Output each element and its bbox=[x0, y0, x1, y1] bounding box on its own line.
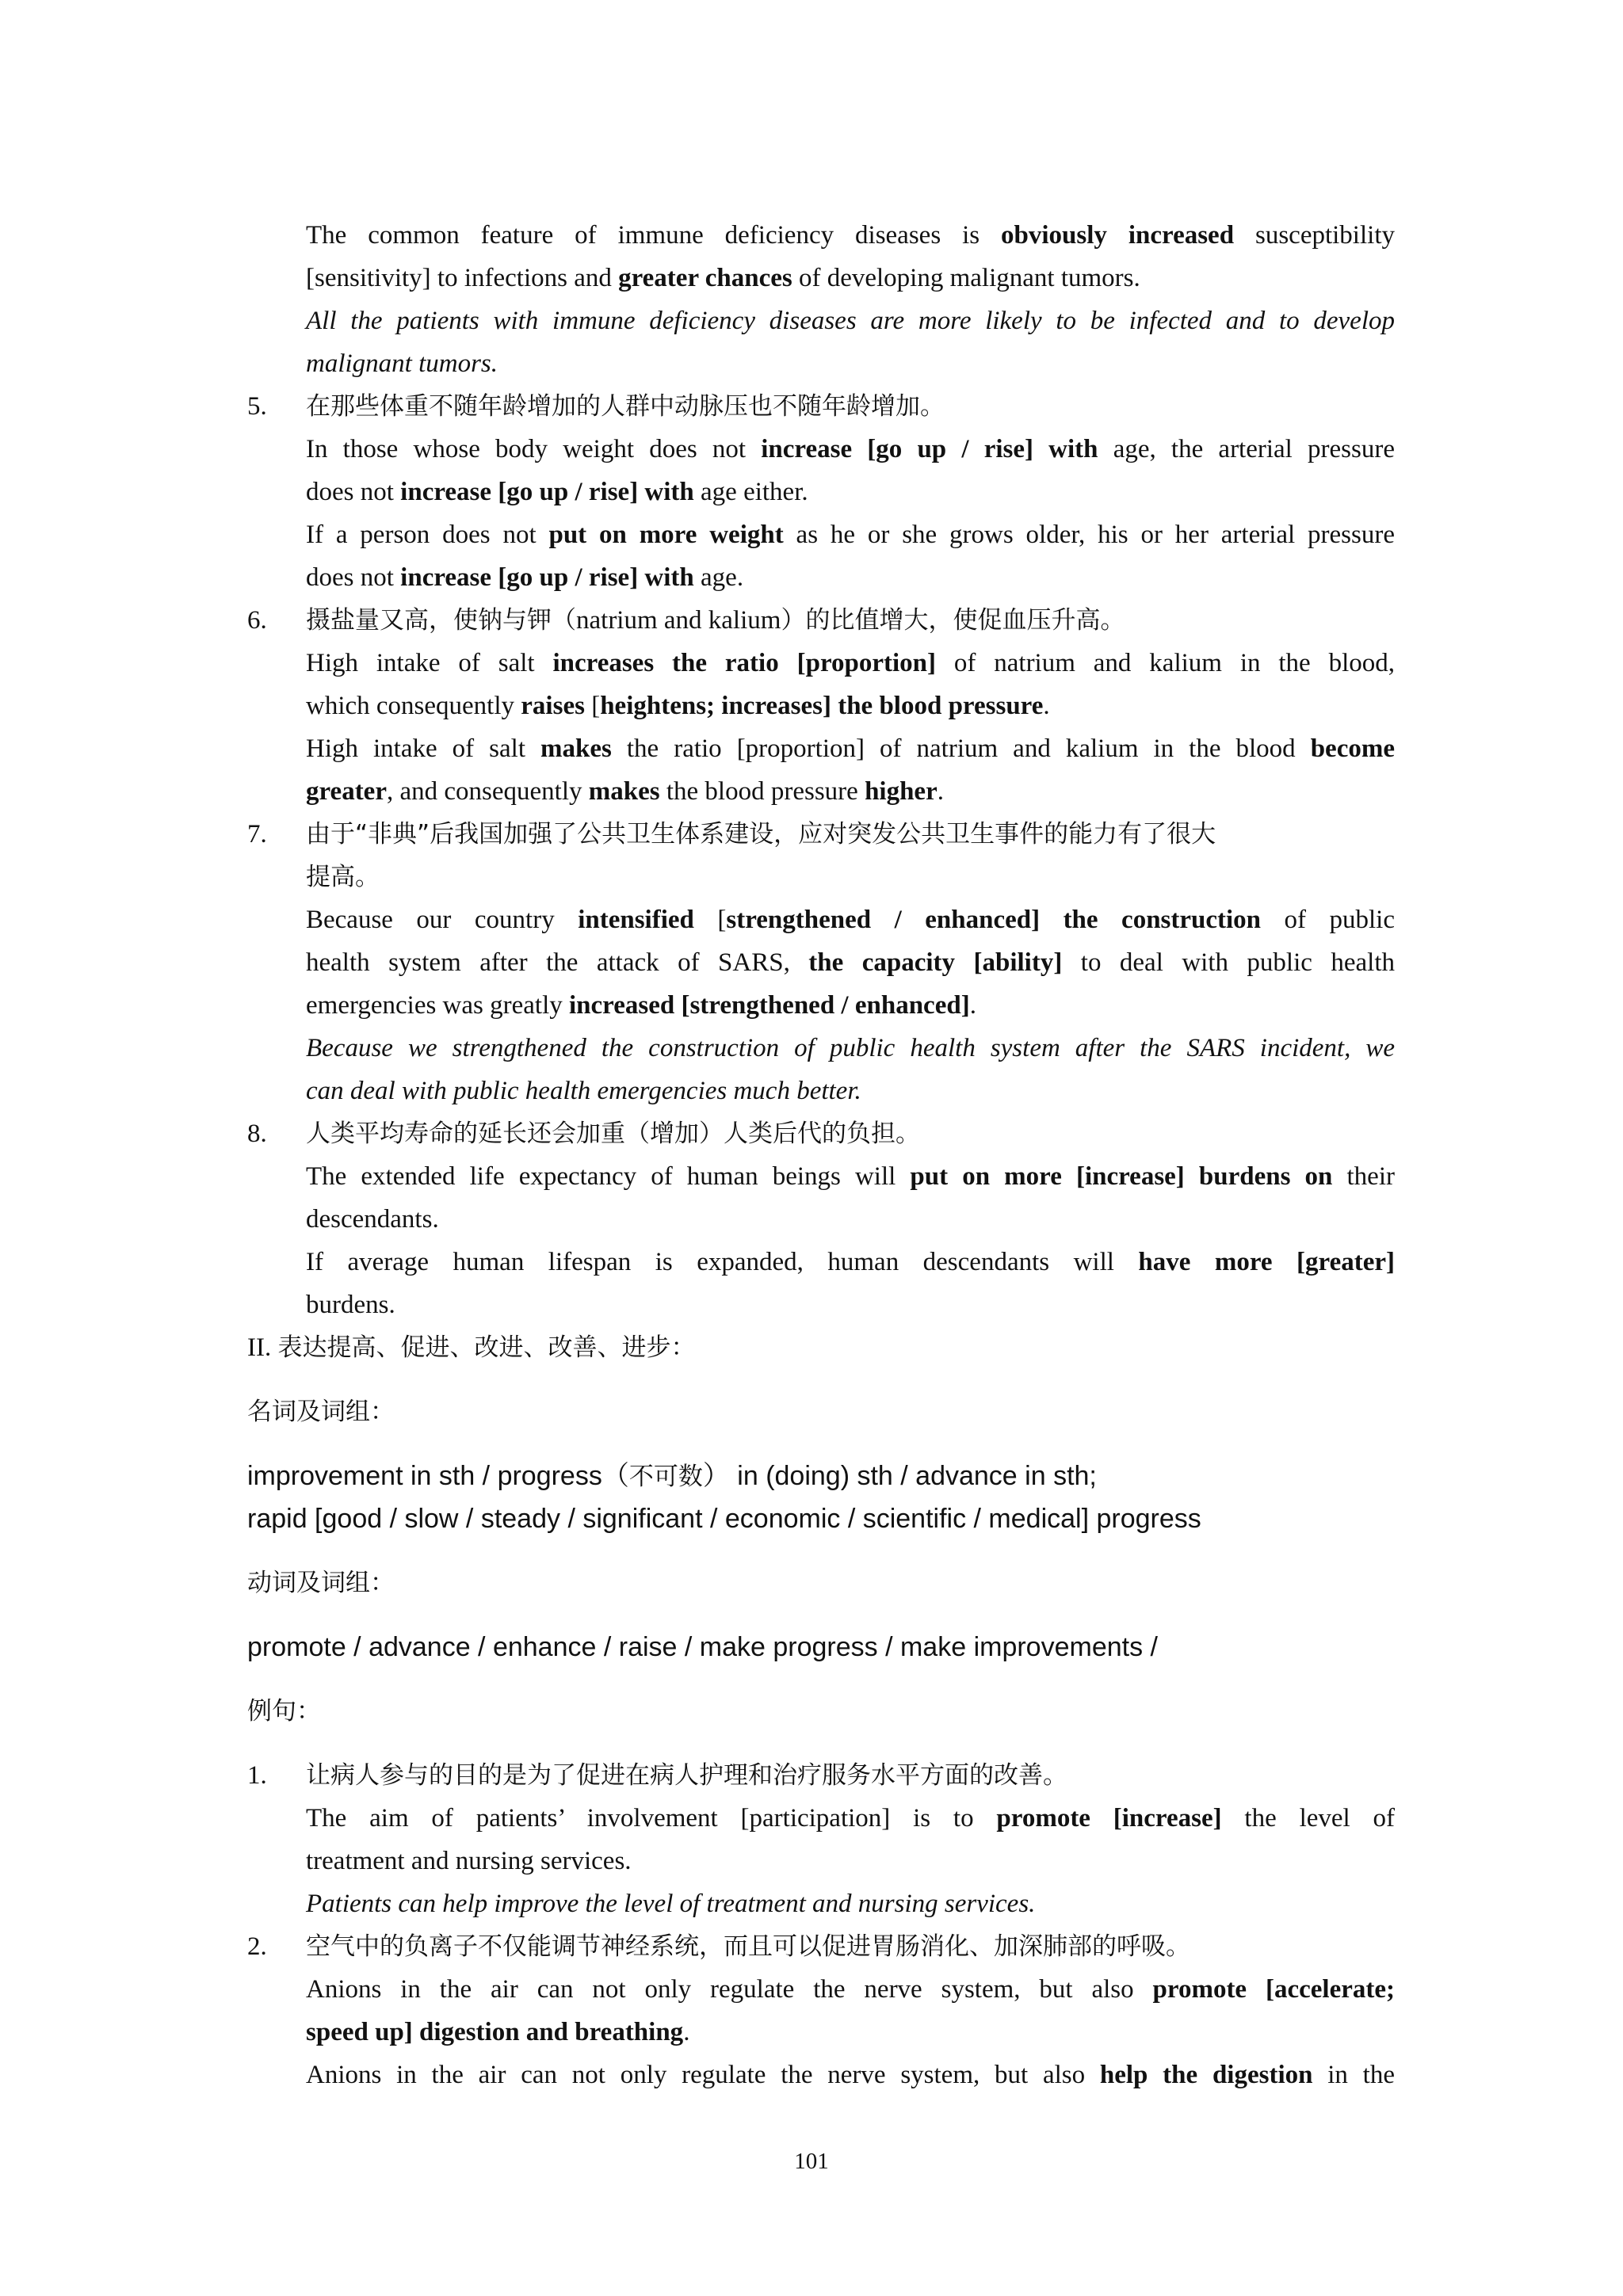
chinese-sentence: 人类平均寿命的延长还会加重（增加）人类后代的负担。 bbox=[306, 1119, 920, 1148]
text-line: which consequently raises [heightens; increases] the blood pressure. bbox=[306, 692, 1050, 720]
italic-line: All the patients with immune deficiency diseases are more likely to be infected and to develop bbox=[306, 307, 1395, 335]
text-line: greater, and consequently makes the blood pressure higher. bbox=[306, 777, 944, 806]
text-line: descendants. bbox=[306, 1205, 439, 1234]
text-line: The aim of patients’ involvement [participation] is to promote [increase] the level of bbox=[306, 1804, 1396, 1833]
item-8 bbox=[306, 1112, 1395, 1326]
text-line: burdens. bbox=[306, 1291, 395, 1319]
item-6 bbox=[306, 599, 1395, 813]
text-line: If a person does not put on more weight as he or she grows older, his or her arterial pressure bbox=[306, 521, 1395, 549]
italic-line: can deal with public health emergencies much better. bbox=[306, 1077, 861, 1105]
nouns-line: rapid [good / slow / steady / significant / economic / scientific / medical] progress bbox=[247, 1504, 1201, 1534]
chinese-sentence: 提高。 bbox=[306, 863, 380, 891]
text-line: does not increase [go up / rise] with age. bbox=[306, 563, 744, 592]
text-line: [sensitivity] to infections and greater chances of developing malignant tumors. bbox=[306, 264, 1140, 292]
text-line: treatment and nursing services. bbox=[306, 1847, 632, 1875]
text-line: speed up] digestion and breathing. bbox=[306, 2018, 690, 2046]
page-number: 101 bbox=[794, 2149, 829, 2174]
item-5 bbox=[306, 385, 1395, 599]
text-line: Because our country intensified [strengthened / enhanced] the construction of public bbox=[306, 906, 1395, 934]
text-line: health system after the attack of SARS, the capacity [ability] to deal with public health bbox=[306, 948, 1396, 977]
text-line: The extended life expectancy of human beings will put on more [increase] burdens on their bbox=[306, 1162, 1395, 1191]
text-line: High intake of salt makes the ratio [proportion] of natrium and kalium in the blood become bbox=[306, 734, 1395, 763]
item-7 bbox=[306, 813, 1395, 1112]
text-line: In those whose body weight does not increase [go up / rise] with age, the arterial pressure bbox=[306, 435, 1395, 463]
italic-line: Patients can help improve the level of treatment and nursing services. bbox=[306, 1890, 1036, 1918]
italic-line: Because we strengthened the construction of public health system after the SARS incident, we bbox=[306, 1034, 1395, 1062]
text-line: If average human lifespan is expanded, human descendants will have more [greater] bbox=[306, 1248, 1395, 1276]
text-line: The common feature of immune deficiency diseases is obviously increased susceptibility bbox=[306, 221, 1395, 250]
chinese-sentence: 空气中的负离子不仅能调节神经系统，而且可以促进胃肠消化、加深肺部的呼吸。 bbox=[306, 1932, 1190, 1961]
chinese-sentence: 在那些体重不随年龄增加的人群中动脉压也不随年龄增加。 bbox=[306, 392, 945, 421]
italic-line: malignant tumors. bbox=[306, 349, 498, 378]
text-line: Anions in the air can not only regulate the nerve system, but also promote [accelerate; bbox=[306, 1975, 1395, 2004]
item-number: 1. bbox=[247, 1761, 267, 1790]
nouns-line: improvement in sth / progress（不可数） in (doing) sth / advance in sth; bbox=[247, 1461, 1097, 1491]
text-line: does not increase [go up / rise] with age either. bbox=[306, 478, 808, 506]
item-number: 7. bbox=[247, 820, 267, 849]
top-paragraph bbox=[306, 214, 1395, 385]
example-2 bbox=[306, 1925, 1395, 2096]
verbs-line: promote / advance / enhance / raise / make progress / make improvements / bbox=[247, 1632, 1158, 1662]
example-1 bbox=[306, 1754, 1395, 1925]
item-number: 2. bbox=[247, 1932, 267, 1961]
verbs-label: 动词及词组： bbox=[247, 1569, 395, 1597]
text-line: emergencies was greatly increased [strengthened / enhanced]. bbox=[306, 991, 976, 1020]
item-number: 5. bbox=[247, 392, 267, 421]
item-number: 6. bbox=[247, 606, 267, 635]
text-line: Anions in the air can not only regulate the nerve system, but also help the digestion in the bbox=[306, 2061, 1395, 2089]
nouns-label: 名词及词组： bbox=[247, 1398, 395, 1426]
examples-label: 例句： bbox=[247, 1697, 321, 1726]
text-line: High intake of salt increases the ratio [proportion] of natrium and kalium in the blood, bbox=[306, 649, 1395, 677]
chinese-sentence: 让病人参与的目的是为了促进在病人护理和治疗服务水平方面的改善。 bbox=[306, 1761, 1067, 1790]
section-heading: II. 表达提高、促进、改进、改善、进步： bbox=[247, 1333, 696, 1362]
chinese-sentence: 由于“非典”后我国加强了公共卫生体系建设，应对突发公共卫生事件的能力有了很大 bbox=[306, 820, 1216, 849]
chinese-sentence: 摄盐量又高，使钠与钾（natrium and kalium）的比值增大，使促血压升高。 bbox=[306, 606, 1125, 635]
item-number: 8. bbox=[247, 1119, 267, 1148]
